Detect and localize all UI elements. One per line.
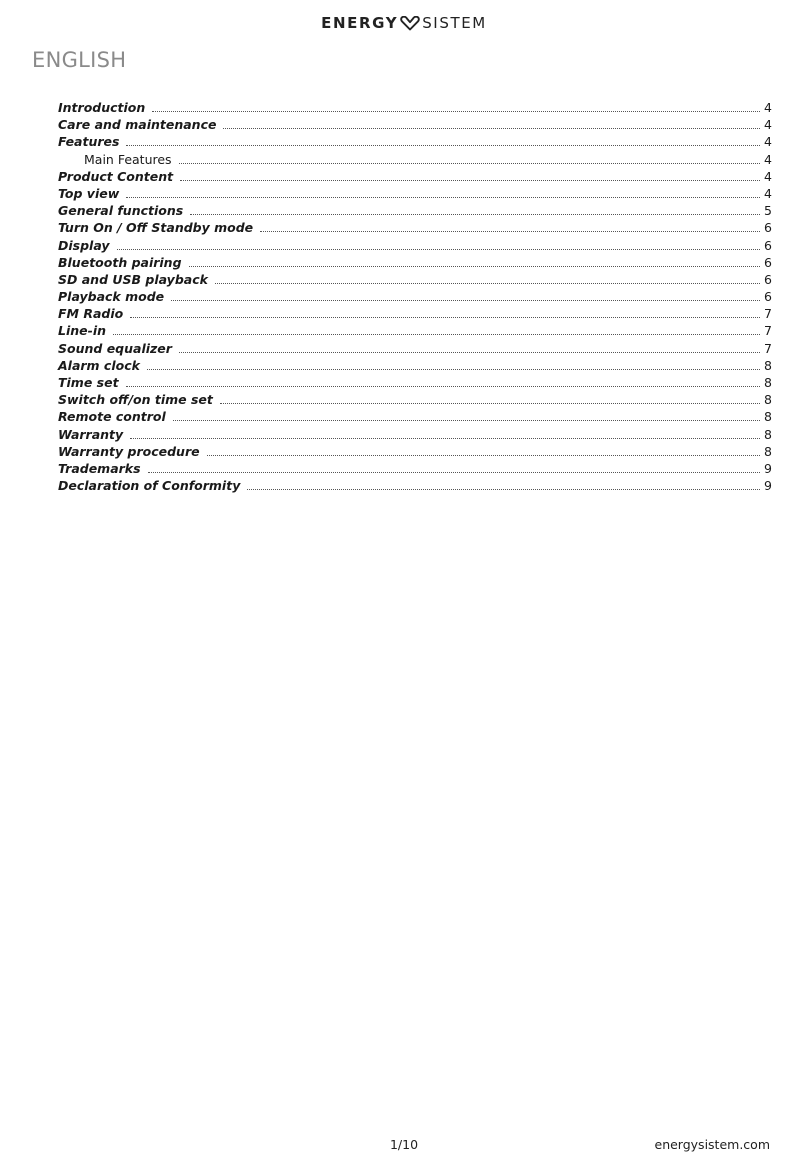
- toc-entry-page: 6: [764, 237, 772, 253]
- toc-entry-title: Remote control: [58, 409, 166, 425]
- toc-entry-title: SD and USB playback: [58, 271, 208, 287]
- toc-entry-page: 6: [764, 271, 772, 287]
- toc-entry-title: Sound equalizer: [58, 340, 172, 356]
- toc-entry-title: Display: [58, 237, 110, 253]
- toc-entry-title: General functions: [58, 203, 184, 219]
- toc-entry-page: 6: [764, 289, 772, 305]
- toc-dot-leader: [148, 472, 760, 473]
- toc-entry-page: 4: [764, 117, 772, 133]
- toc-dot-leader: [220, 403, 760, 404]
- toc-entry-title: Playback mode: [58, 289, 165, 305]
- toc-entry[interactable]: [58, 202, 772, 219]
- toc-entry[interactable]: [58, 116, 772, 133]
- toc-entry-title: FM Radio: [58, 306, 124, 322]
- toc-entry-title: Top view: [58, 185, 120, 201]
- toc-entry[interactable]: [58, 133, 772, 150]
- toc-dot-leader: [117, 249, 761, 250]
- toc-entry-title: Warranty procedure: [58, 443, 200, 459]
- toc-entry[interactable]: [58, 185, 772, 202]
- toc-entry[interactable]: [58, 391, 772, 408]
- toc-entry-title: Time set: [58, 375, 119, 390]
- toc-entry-page: 8: [764, 375, 772, 390]
- toc-dot-leader: [207, 455, 760, 456]
- toc-dot-leader: [260, 231, 760, 232]
- toc-entry[interactable]: [58, 219, 772, 236]
- toc-entry-page: 7: [764, 306, 772, 322]
- toc-entry-page: 6: [764, 254, 772, 270]
- toc-dot-leader: [179, 352, 760, 353]
- toc-dot-leader: [179, 163, 760, 164]
- toc-entry-page: 9: [764, 460, 772, 476]
- toc-entry-title: Alarm clock: [58, 357, 140, 373]
- toc-entry[interactable]: [58, 340, 772, 357]
- toc-dot-leader: [189, 266, 761, 267]
- toc-entry-title: Care and maintenance: [58, 117, 217, 133]
- toc-dot-leader: [247, 489, 760, 490]
- toc-entry-page: 5: [764, 203, 772, 219]
- toc-entry[interactable]: [58, 426, 772, 443]
- toc-entry-page: 4: [764, 151, 772, 167]
- toc-entry-title: Turn On / Off Standby mode: [58, 220, 254, 236]
- toc-dot-leader: [130, 317, 760, 318]
- toc-dot-leader: [126, 197, 760, 198]
- toc-entry-page: 8: [764, 392, 772, 408]
- toc-dot-leader: [126, 386, 760, 387]
- toc-entry-title: Trademarks: [58, 460, 141, 476]
- brand-logo: [0, 14, 808, 32]
- toc-entry-page: 7: [764, 340, 772, 356]
- table-of-contents: [58, 99, 772, 494]
- toc-entry[interactable]: [58, 477, 772, 494]
- toc-dot-leader: [113, 334, 760, 335]
- toc-entry[interactable]: [58, 151, 772, 168]
- toc-dot-leader: [130, 438, 760, 439]
- toc-dot-leader: [173, 420, 760, 421]
- toc-entry-page: 4: [764, 134, 772, 150]
- toc-entry-title: Features: [58, 134, 120, 150]
- toc-entry[interactable]: [58, 237, 772, 254]
- toc-entry-title: Warranty: [58, 426, 124, 442]
- toc-entry-page: 4: [764, 100, 772, 115]
- toc-dot-leader: [223, 128, 760, 129]
- toc-entry[interactable]: [58, 271, 772, 288]
- toc-dot-leader: [215, 283, 760, 284]
- brand-name-right: SISTEM: [422, 14, 487, 32]
- toc-entry[interactable]: [58, 99, 772, 116]
- toc-entry-page: 4: [764, 168, 772, 184]
- toc-entry-title: Bluetooth pairing: [58, 254, 182, 270]
- toc-dot-leader: [126, 145, 760, 146]
- toc-entry[interactable]: [58, 460, 772, 477]
- toc-entry-title: Introduction: [58, 100, 146, 115]
- heart-icon: [400, 16, 420, 31]
- toc-entry[interactable]: [58, 254, 772, 271]
- brand-name-left: ENERGY: [321, 14, 399, 32]
- footer-website: energysistem.com: [654, 1137, 770, 1152]
- toc-entry[interactable]: [58, 322, 772, 339]
- toc-entry-page: 8: [764, 357, 772, 373]
- toc-entry-page: 8: [764, 443, 772, 459]
- toc-entry[interactable]: [58, 374, 772, 391]
- section-title: ENGLISH: [32, 48, 127, 72]
- toc-entry[interactable]: [58, 357, 772, 374]
- toc-dot-leader: [180, 180, 760, 181]
- toc-entry[interactable]: [58, 408, 772, 425]
- toc-entry[interactable]: [58, 288, 772, 305]
- toc-dot-leader: [190, 214, 760, 215]
- toc-entry-page: 4: [764, 185, 772, 201]
- toc-entry[interactable]: [58, 305, 772, 322]
- toc-entry-page: 8: [764, 426, 772, 442]
- toc-dot-leader: [152, 111, 760, 112]
- page-number: 1/10: [389, 1137, 419, 1152]
- toc-entry-title: Line-in: [58, 323, 106, 339]
- toc-entry-title: Product Content: [58, 168, 174, 184]
- toc-dot-leader: [171, 300, 760, 301]
- toc-entry[interactable]: [58, 168, 772, 185]
- toc-entry[interactable]: [58, 443, 772, 460]
- toc-dot-leader: [147, 369, 760, 370]
- toc-entry-page: 9: [764, 478, 772, 494]
- toc-entry-page: 7: [764, 323, 772, 339]
- toc-entry-title: Declaration of Conformity: [58, 478, 241, 494]
- toc-entry-title: Switch off/on time set: [58, 392, 213, 408]
- toc-entry-title: Main Features: [84, 151, 172, 167]
- toc-entry-page: 8: [764, 409, 772, 425]
- toc-entry-page: 6: [764, 220, 772, 236]
